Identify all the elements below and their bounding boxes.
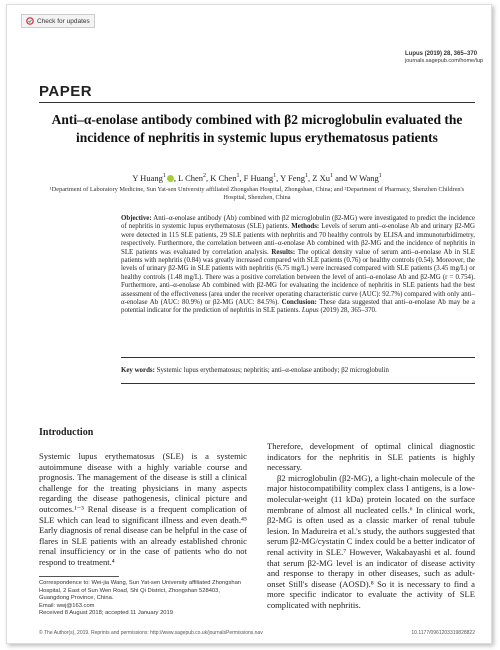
intro-heading: Introduction [39, 427, 94, 438]
page-footer [39, 630, 475, 636]
refresh-check-icon [26, 17, 34, 25]
abstract [121, 215, 475, 316]
abstract-rule-top [121, 357, 475, 358]
author-affiliation-mark: 2 [203, 173, 206, 180]
orcid-icon[interactable] [167, 175, 174, 182]
author-name: K Chen [210, 173, 237, 183]
header-rule [39, 102, 475, 103]
paper-page [6, 4, 492, 644]
author-affiliation-mark: 1 [162, 173, 166, 180]
author-list: Y Huang$^1$ , L Chen$^2$, K Chen$^1$, F Huang$^1$, Y Feng$^1$, Z Xu$^1$ and W Wang$^1$ [132, 173, 382, 183]
cite-journal: Lupus [301, 307, 319, 315]
author-name: F Huang [243, 173, 274, 183]
correspondence: Correspondence to: Wei-jia Wang, Sun Yat-sen University affiliated Zhongshan Hospital, 2 East of Sun Wen Road, Shi Qi District, Zhongshan 528403, Guangdong Province, China. [39, 580, 242, 602]
right-column [267, 441, 475, 611]
author-affiliation-mark: 1 [329, 173, 333, 180]
methods-text: Levels of serum anti–α-enolase Ab and urinary β2-MG were detected in 115 SLE patients, 29 SLE patients with nephritis and 70 healthy controls by ELISA and immunoturbidimetry, respectively. Furthermore, the correlation between anti–α-enolase Ab combined with β2-MG and the incidence of nephritis in SLE patients was evaluated by correlation analysis. [121, 223, 475, 256]
badge-label: Check for updates [37, 17, 90, 25]
methods-label: Methods: [291, 223, 320, 231]
conclusion-label: Conclusion: [281, 299, 317, 307]
author-affiliation-mark: 1 [273, 173, 277, 180]
objective-text: Anti–α-enolase antibody (Ab) combined with β2 microglobulin (β2-MG) were investigated to predict the incidence of nephritis in systemic lupus erythematosus (SLE) patients. [121, 215, 475, 231]
affiliations: ¹Department of Laboratory Medicine, Sun Yat-sen University affiliated Zhongshan Hospital, Zhongshan, China; and ²Department of Pharmacy, Shenzhen Children's Hospital, Shenzhen, China [49, 186, 465, 201]
cite-rest: (2019) 28, 365–370. [320, 307, 377, 315]
keywords [121, 367, 475, 375]
journal-citation: Lupus (2019) 28, 365–370 [405, 51, 478, 57]
objective-label: Objective: [121, 215, 152, 222]
email[interactable]: Email: wwj@163.com [39, 602, 95, 609]
author-name: W Wang [349, 173, 379, 183]
body-paragraph: β2 microglobulin (β2-MG), a light-chain molecule of the major histocompatibility complex class I antigens, is a low-molecular-weight (11 kDa) protein located on the surface membrane of almost all nucleated cells.⁶ In clinical work, β2-MG is often used as a classic marker of renal tubule lesion. In Madureira et al.'s study, the authors suggested that serum β2-MG/cystatin C index could be a better indicator of renal activity in SLE.⁷ However, Wakabayashi et al. found that serum β2-MG level is an indicator of disease activity and response to therapy in other diseases, such as adult-onset Still's disease (AOSD).⁸ So it is necessary to find a more specific indicator to evaluate the activity of SLE complicated with nephritis. [267, 472, 475, 610]
results-text: The optical density value of serum anti–α-enolase Ab in SLE patients with nephritis (0.84) was greatly increased compared with SLE patients (0.76) or healthy controls (0.54). Moreover, the levels of urinary β2-MG in SLE patients with nephritis (6.75 mg/L) were increased compared with SLE patients (3.45 mg/L) or healthy controls (1.48 mg/L). There was a positive correlation between the level of anti–α-enolase Ab and β2-MG (r = 0.754). Furthermore, anti–α-enolase Ab combined with β2-MG for evaluating the incidence of nephritis in SLE patients had the best assessment of the effectiveness (area under the receiver operating characteristic curve (AUC): 92.7%) compared with only anti–α-enolase Ab (AUC: 80.9%) or β2-MG (AUC: 84.5%). [121, 248, 475, 307]
results-label: Results: [271, 248, 296, 256]
footnote-rule [39, 576, 119, 577]
author-name: L Chen [178, 173, 204, 183]
left-column [39, 451, 247, 568]
doi[interactable]: 10.1177/0961203319828822 [411, 630, 475, 636]
body-paragraph: Therefore, development of optimal clinical diagnostic indicators for the nephritis in SLE patients is highly necessary. [267, 441, 475, 473]
check-for-updates-badge[interactable] [21, 14, 95, 28]
section-label: PAPER [39, 83, 93, 100]
body-paragraph: Systemic lupus erythematosus (SLE) is a systemic autoimmune disease with a highly variable course and prognosis. The management of the disease is still a clinical challenge for the treating physicians in many aspects regarding the disease pathogenesis, clinical picture and outcomes.¹⁻³ Renal disease is a frequent complication of SLE which can lead to significant illness and even death.⁴⁵ Early diagnosis of renal disease can be helpful in the case of flares in SLE patients with an already established chronic renal insufficiency or in the case of patients who do not respond to treatment.⁴ [39, 451, 247, 567]
abstract-rule-bottom [121, 383, 475, 384]
journal-url[interactable]: journals.sagepub.com/home/lup [405, 58, 483, 64]
conclusion-text: These data suggested that anti–α-enolase Ab may be a potential indicator for the prediction of nephritis in SLE patients. [121, 299, 475, 315]
author-name: Z Xu [312, 173, 330, 183]
received-dates: Received 8 August 2018; accepted 11 January 2019 [39, 610, 173, 617]
author-name: Y Feng [280, 173, 306, 183]
author-name: Y Huang [132, 173, 163, 183]
copyright: © The Author(s), 2019. Reprints and permissions: http://www.sagepub.co.uk/journalsPermissions.nav [39, 630, 263, 636]
author-affiliation-mark: 1 [236, 173, 240, 180]
article-title: Anti–α-enolase antibody combined with β2 microglobulin evaluated the incidence of nephritis in systemic lupus erythematosus patients [51, 112, 463, 145]
author-affiliation-mark: 1 [305, 173, 309, 180]
author-affiliation-mark: 1 [378, 173, 382, 180]
keywords-text: Systemic lupus erythematosus; nephritis; anti–α-enolase antibody; β2 microglobulin [156, 367, 389, 374]
journal-info [405, 51, 493, 65]
keywords-label: Key words: [121, 367, 155, 374]
footnote [39, 580, 247, 618]
